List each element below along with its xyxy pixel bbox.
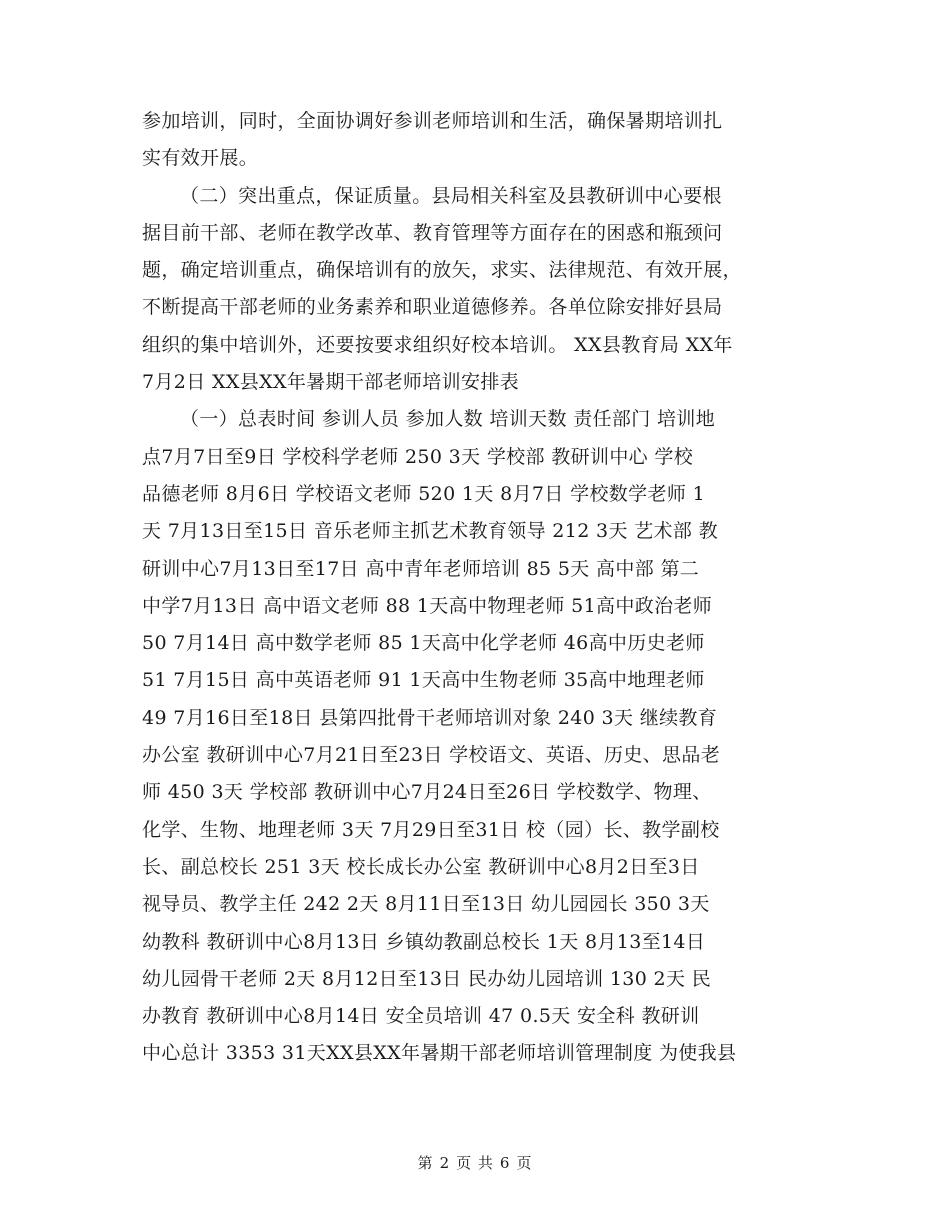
- text-line: 据目前干部、老师在教学改革、教育管理等方面存在的困惑和瓶颈问: [142, 221, 723, 244]
- text-line: 中心总计 3353 31天XX县XX年暑期干部老师培训管理制度 为使我县: [142, 1042, 737, 1065]
- text-line: 点7月7日至9日 学校科学老师 250 3天 学校部 教研训中心 学校: [142, 445, 694, 468]
- footer-prefix: 第: [417, 1154, 434, 1172]
- text-line: 长、副总校长 251 3天 校长成长办公室 教研训中心8月2日至3日: [142, 855, 700, 878]
- text-line: 幼教科 教研训中心8月13日 乡镇幼教副总校长 1天 8月13至14日: [142, 930, 706, 953]
- text-line: 51 7月15日 高中英语老师 91 1天高中生物老师 35高中地理老师: [142, 669, 705, 692]
- text-line: 组织的集中培训外，还要按要求组织好校本培训。 XX县教育局 XX年: [142, 333, 733, 356]
- text-line: 化学、生物、地理老师 3天 7月29日至31日 校（园）长、教学副校: [142, 818, 720, 841]
- text-line: 办教育 教研训中心8月14日 安全员培训 47 0.5天 安全科 教研训: [142, 1005, 700, 1028]
- text-line: 参加培训，同时，全面协调好参训老师培训和生活，确保暑期培训扎: [142, 110, 723, 132]
- text-line: 办公室 教研训中心7月21日至23日 学校语文、英语、历史、思品老: [142, 744, 721, 767]
- text-line: 师 450 3天 学校部 教研训中心7月24日至26日 学校数学、物理、: [142, 781, 712, 804]
- text-line: （一）总表时间 参训人员 参加人数 培训天数 责任部门 培训地: [180, 408, 716, 431]
- text-line: 中学7月13日 高中语文老师 88 1天高中物理老师 51高中政治老师: [142, 594, 713, 617]
- text-line: 品德老师 8月6日 学校语文老师 520 1天 8月7日 学校数学老师 1: [142, 482, 706, 505]
- page-footer: [0, 1152, 950, 1173]
- text-line: 题，确定培训重点，确保培训有的放矢，求实、法律规范、有效开展，: [142, 259, 742, 282]
- text-line: 实有效开展。: [142, 147, 259, 170]
- total-pages: 6: [499, 1154, 511, 1172]
- text-line: 天 7月13日至15日 音乐老师主抓艺术教育领导 212 3天 艺术部 教: [142, 520, 718, 543]
- text-line: 幼儿园骨干老师 2天 8月12日至13日 民办幼儿园培训 130 2天 民: [142, 967, 712, 990]
- footer-middle: 页 共: [456, 1154, 494, 1172]
- page-number: 2: [439, 1154, 451, 1172]
- footer-suffix: 页: [516, 1154, 533, 1172]
- body-text: [142, 103, 812, 1073]
- text-line: 49 7月16日至18日 县第四批骨干老师培训对象 240 3天 继续教育: [142, 706, 718, 729]
- text-line: 不断提高干部老师的业务素养和职业道德修养。各单位除安排好县局: [142, 296, 723, 319]
- text-line: 视导员、教学主任 242 2天 8月11日至13日 幼儿园园长 350 3天: [142, 893, 710, 916]
- text-line: 7月2日 XX县XX年暑期干部老师培训安排表: [142, 371, 520, 394]
- text-line: 50 7月14日 高中数学老师 85 1天高中化学老师 46高中历史老师: [142, 632, 705, 655]
- text-line: 研训中心7月13日至17日 高中青年老师培训 85 5天 高中部 第二: [142, 557, 700, 580]
- text-line: （二）突出重点，保证质量。县局相关科室及县教研训中心要根: [180, 184, 722, 207]
